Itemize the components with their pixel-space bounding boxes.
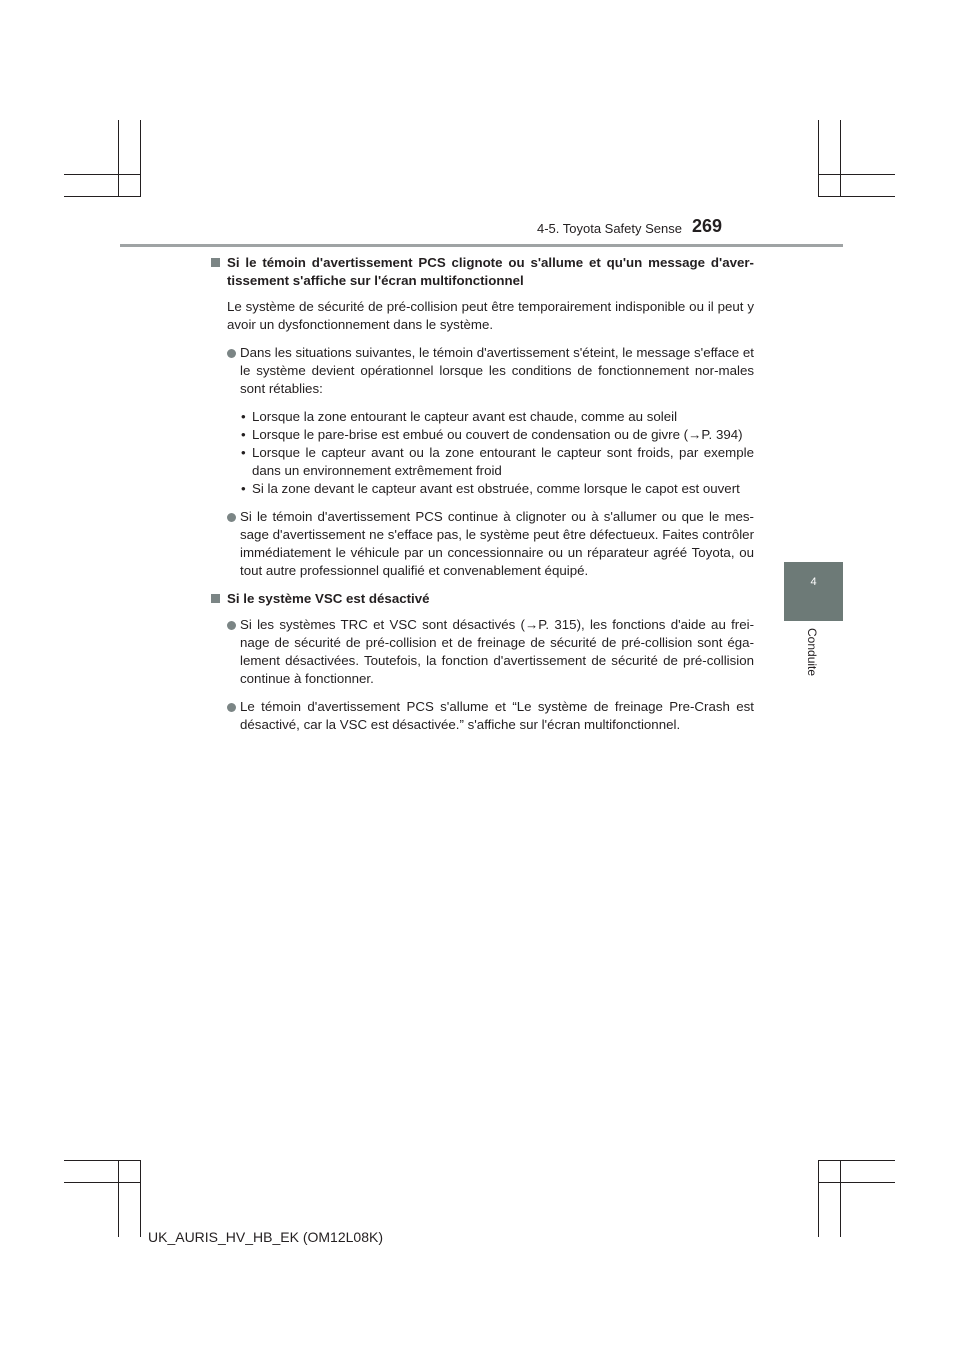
chapter-name: Conduite [805, 628, 819, 677]
crop-mark [118, 120, 119, 197]
chapter-number: 4 [810, 576, 817, 588]
bullet-text: Si les systèmes TRC et VSC sont désactivés (→P. 315), les fonctions d'aide au frei-nage de sécurité de pré-collision et de freinage de sécurité de pré-collision sont éga-lement désactivées. Toutefois, la fonction d'avertissement de sécurité de pré-collision continue à fonctionner. [240, 617, 754, 686]
bullet-item [211, 508, 754, 580]
crop-mark [818, 1160, 895, 1161]
crop-mark [140, 120, 141, 197]
square-bullet-icon [211, 594, 220, 603]
chapter-label [802, 628, 822, 688]
crop-mark [818, 120, 819, 197]
bullet-item [211, 344, 754, 398]
crop-mark [64, 1160, 141, 1161]
bullet-text: Le témoin d'avertissement PCS s'allume et “Le système de freinage Pre-Crash est désactivé, car la VSC est désactivée.” s'affiche sur l'écran multifonctionnel. [240, 699, 754, 732]
crop-mark [64, 196, 141, 197]
paragraph: Le système de sécurité de pré-collision peut être temporairement indisponible ou il peut y avoir un dysfonctionnement dans le système. [227, 299, 754, 332]
sub-item-text: Lorsque le capteur avant ou la zone entourant le capteur sont froids, par exemple dans un environnement extrêmement froid [252, 445, 754, 478]
sub-list-item [211, 480, 754, 498]
crop-mark [840, 120, 841, 197]
crop-mark [64, 1182, 141, 1183]
crop-mark [118, 1160, 119, 1237]
crop-mark [840, 1160, 841, 1237]
bullet-dot-icon: • [241, 409, 246, 424]
sub-list-item [211, 426, 754, 444]
chapter-tab [784, 562, 843, 621]
crop-mark [818, 1182, 895, 1183]
sub-item-text: Lorsque la zone entourant le capteur avant est chaude, comme au soleil [252, 409, 678, 424]
crop-mark [818, 196, 895, 197]
circle-bullet-icon [227, 349, 236, 358]
section-heading [211, 590, 754, 608]
circle-bullet-icon [227, 513, 236, 522]
bullet-text: Dans les situations suivantes, le témoin d'avertissement s'éteint, le message s'efface et le système devient opérationnel lorsque les conditions de fonctionnement nor-males sont rétablies: [240, 345, 754, 396]
bullet-text: Si le témoin d'avertissement PCS continue à clignoter ou à s'allumer ou que le mes-sage d'avertissement ne s'efface pas, le système peut être défectueux. Faites contrôler immédiatement le véhicule par un concessionnaire ou un réparateur agréé Toyota, ou tout autre professionnel qualifié et convenablement équipé. [240, 509, 754, 578]
page-number: 269 [692, 216, 723, 236]
heading-text: Si le système VSC est désactivé [227, 591, 430, 606]
bullet-item [211, 698, 754, 734]
crop-mark [140, 1160, 141, 1237]
section-title: 4-5. Toyota Safety Sense [536, 221, 682, 236]
bullet-dot-icon: • [241, 481, 246, 496]
crop-mark [64, 174, 141, 175]
bullet-dot-icon: • [241, 445, 246, 460]
sub-item-text: Si la zone devant le capteur avant est obstruée, comme lorsque le capot est ouvert [252, 481, 740, 496]
heading-text: Si le témoin d'avertissement PCS clignote ou s'allume et qu'un message d'aver-tissement s'affiche sur l'écran multifonctionnel [227, 255, 754, 288]
crop-mark [818, 1160, 819, 1237]
circle-bullet-icon [227, 621, 236, 630]
bullet-dot-icon: • [241, 427, 246, 442]
sub-list-item [211, 408, 754, 426]
circle-bullet-icon [227, 703, 236, 712]
bullet-item [211, 616, 754, 688]
document-code: UK_AURIS_HV_HB_EK (OM12L08K) [148, 1229, 383, 1245]
page-content [211, 254, 754, 744]
header-rule [120, 244, 843, 247]
square-bullet-icon [211, 258, 220, 267]
section-heading [211, 254, 754, 290]
sub-list-item [211, 444, 754, 480]
crop-mark [818, 174, 895, 175]
sub-item-text: Lorsque le pare-brise est embué ou couvert de condensation ou de givre (→P. 394) [252, 427, 743, 442]
